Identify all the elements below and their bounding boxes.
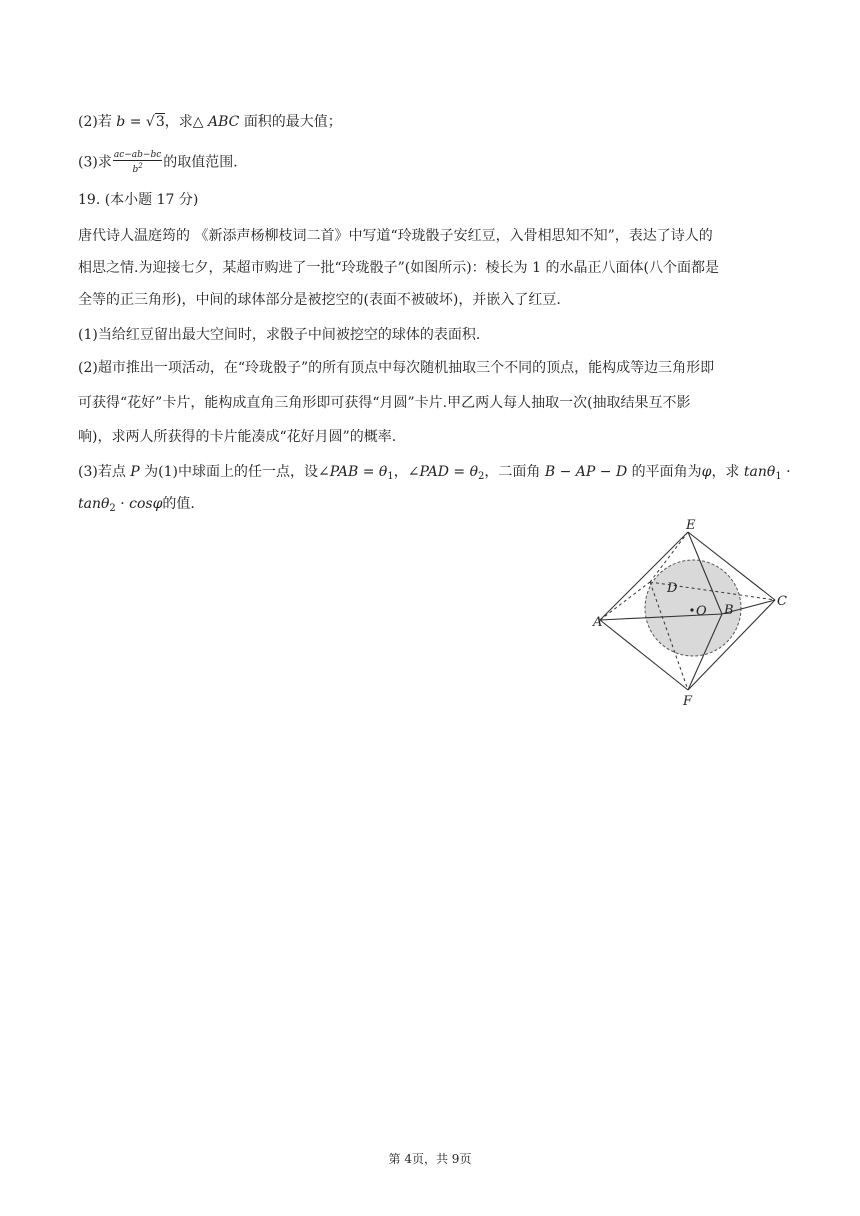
label-A: A bbox=[593, 615, 603, 630]
label-O: O bbox=[696, 604, 707, 619]
label-C: C bbox=[777, 594, 787, 609]
q18-part2: (2)若 b = √3，求△ ABC 面积的最大值； bbox=[78, 114, 342, 130]
q18-part3: (3)求 $\frac{ac-ab-bc}{b^2}$ 的取值范围. bbox=[78, 150, 238, 175]
q19-part2-line1: (2)超市推出一项活动，在“玲珑骰子”的所有顶点中每次随机抽取三个不同的顶点，能构成等边三角形即 bbox=[78, 360, 715, 376]
q19-intro-line1: 唐代诗人温庭筠的 《新添声杨柳枝词二首》中写道“玲珑骰子安红豆，入骨相思知不知”，表达了诗人的 bbox=[78, 228, 713, 244]
q19-heading: 19. (本小题 17 分) bbox=[78, 192, 199, 208]
q19-part3-line2: tanθ$_2$ · cosφ的值. bbox=[78, 496, 195, 514]
label-F: F bbox=[683, 694, 693, 709]
octahedron-figure bbox=[590, 512, 800, 712]
center-point bbox=[690, 608, 693, 611]
q19-part2-line3: 响)，求两人所获得的卡片能凑成“花好月圆”的概率. bbox=[78, 429, 397, 445]
fraction: $\frac{ac-ab-bc}{b^2}$ bbox=[113, 150, 162, 175]
q19-part2-line2: 可获得“花好”卡片，能构成直角三角形即可获得“月圆”卡片.甲乙两人每人抽取一次(抽取结果互不影 bbox=[78, 395, 691, 411]
page-footer: 第 4页，共 9页 bbox=[388, 1152, 472, 1166]
label-D: D bbox=[667, 581, 678, 596]
q19-part1: (1)当给红豆留出最大空间时，求骰子中间被挖空的球体的表面积. bbox=[78, 327, 481, 343]
q19-intro-line3: 全等的正三角形)，中间的球体部分是被挖空的(表面不被破坏)，并嵌入了红豆. bbox=[78, 292, 561, 308]
q19-intro-line2: 相思之情.为迎接七夕，某超市购进了一批“玲珑骰子”(如图所示)：棱长为 1 的水晶正八面体(八个面都是 bbox=[78, 260, 719, 276]
q19-part3-line1: (3)若点 P 为(1)中球面上的任一点，设∠PAB = $\theta_1$，∠PAD = $\theta_2$，二面角 B − AP − D 的平面角为φ，求 tanθ$_1$ · bbox=[78, 464, 791, 482]
label-B: B bbox=[724, 603, 734, 618]
label-E: E bbox=[686, 518, 696, 533]
